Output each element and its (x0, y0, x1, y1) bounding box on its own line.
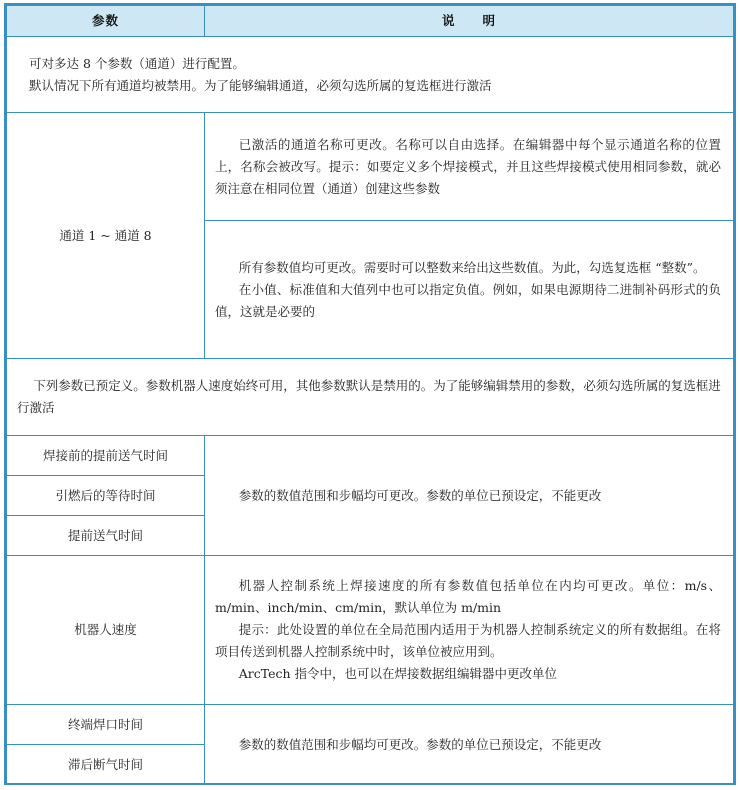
predefined-cell (7, 359, 734, 436)
channels-row-1 (7, 113, 734, 221)
group2-row-1 (7, 705, 734, 745)
robot-speed-para-3: ArcTech 指令中，也可以在焊接数据组编辑器中更改单位 (238, 666, 558, 681)
header-desc: 说 明 (205, 6, 734, 37)
channels-label: 通道 1 ~ 通道 8 (7, 113, 205, 359)
group1-param-3: 提前送气时间 (7, 516, 205, 556)
robot-speed-para-2: 提示：此处设置的单位在全局范围内适用于为机器人控制系统定义的所有数据组。在将项目传送到机器人控制系统中时，该单位被应用到。 (215, 622, 721, 659)
group1-row-1 (7, 436, 734, 476)
table-header-row (7, 6, 734, 37)
intro-cell (7, 37, 734, 113)
group2-desc-text: 参数的数值范围和步幅均可更改。参数的单位已预设定，不能更改 (238, 736, 602, 752)
group2-param-1: 终端焊口时间 (7, 705, 205, 745)
robot-speed-row (7, 556, 734, 705)
parameter-table (6, 5, 734, 785)
channels-desc-2-para-2: 在小值、标准值和大值列中也可以指定负值。例如，如果电源期待二进制补码形式的负值，这就是必要的 (215, 281, 721, 319)
channels-desc-1 (205, 113, 734, 221)
group1-param-1: 焊接前的提前送气时间 (7, 436, 205, 476)
parameter-table-frame (4, 3, 736, 785)
predefined-text: 下列参数已预定义。参数机器人速度始终可用，其他参数默认是禁用的。为了能够编辑禁用的参数，必须勾选所属的复选框进行激活 (17, 378, 721, 415)
intro-row (7, 37, 734, 113)
group2-param-2: 滞后断气时间 (7, 745, 205, 785)
group1-desc (205, 436, 734, 556)
robot-speed-label: 机器人速度 (7, 556, 205, 705)
header-param: 参数 (7, 6, 205, 37)
intro-line-2: 默认情况下所有通道均被禁用。为了能够编辑通道，必须勾选所属的复选框进行激活 (29, 77, 492, 93)
group1-desc-text: 参数的数值范围和步幅均可更改。参数的单位已预设定，不能更改 (238, 487, 602, 503)
channels-desc-1-text: 已激活的通道名称可更改。名称可以自由选择。在编辑器中每个显示通道名称的位置上，名称会被改写。提示：如要定义多个焊接模式，并且这些焊接模式使用相同参数，就必须注意在相同位置（通道）创建这些参数 (215, 136, 721, 196)
predefined-row (7, 359, 734, 436)
channels-desc-2 (205, 221, 734, 359)
robot-speed-desc (205, 556, 734, 705)
group2-desc (205, 705, 734, 785)
robot-speed-para-1: 机器人控制系统上焊接速度的所有参数值包括单位在内均可更改。单位：m/s、m/min、inch/min、cm/min，默认单位为 m/min (215, 578, 721, 615)
channels-desc-2-para-1: 所有参数值均可更改。需要时可以整数来给出这些数值。为此，勾选复选框 “整数”。 (238, 259, 706, 275)
group1-param-2: 引燃后的等待时间 (7, 476, 205, 516)
intro-line-1: 可对多达 8 个参数（通道）进行配置。 (29, 55, 245, 71)
